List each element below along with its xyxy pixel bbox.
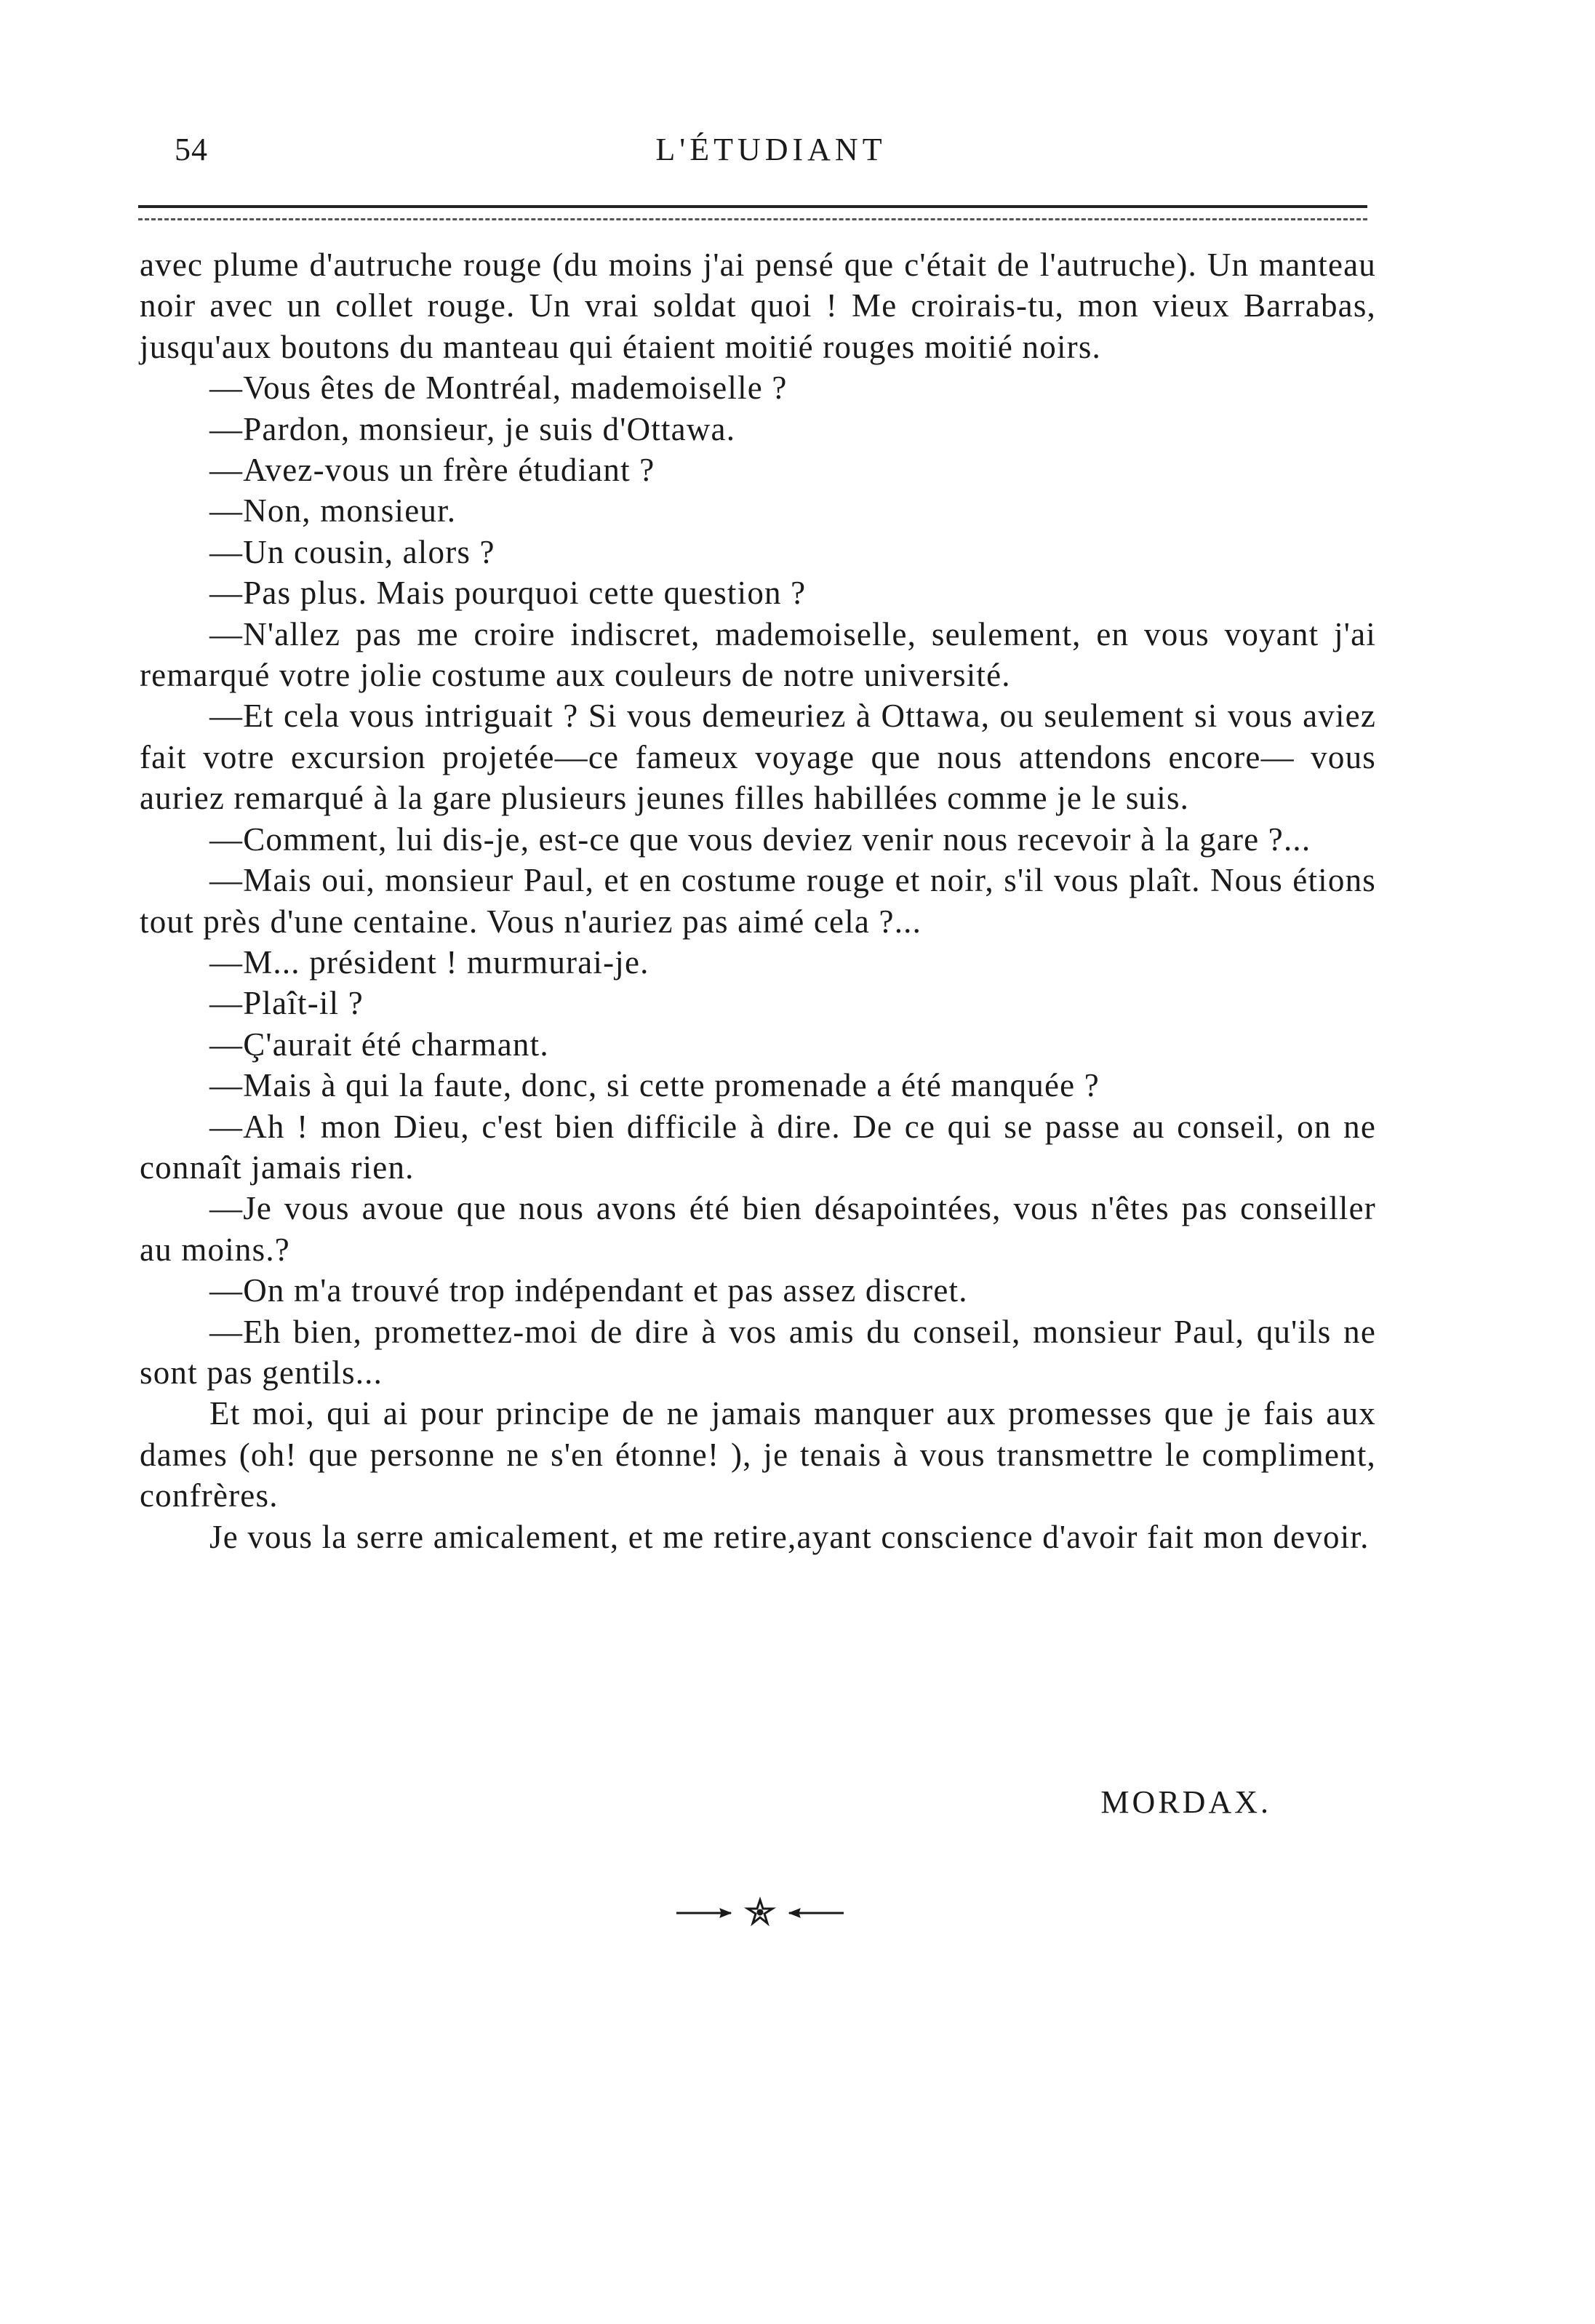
star-ornament-icon xyxy=(669,1891,851,1935)
paragraph: —Mais oui, monsieur Paul, et en costume rouge et noir, s'il vous plaît. Nous étions tout près d'une centaine. Vous n'auriez pas aimé cela ?... xyxy=(140,862,1376,940)
paragraph: —Avez-vous un frère étudiant ? xyxy=(209,452,655,489)
article-body xyxy=(140,244,1376,1557)
paragraph: —Pardon, monsieur, je suis d'Ottawa. xyxy=(209,410,736,447)
header-rule xyxy=(138,205,1367,208)
paragraph: Je vous la serre amicalement, et me retire,ayant conscience d'avoir fait mon devoir. xyxy=(209,1518,1370,1555)
paragraph: —Non, monsieur. xyxy=(209,492,457,530)
page-number: 54 xyxy=(175,132,208,167)
paragraph: —N'allez pas me croire indiscret, mademoiselle, seulement, en vous voyant j'ai remarqué votre jolie costume aux couleurs de notre université. xyxy=(140,615,1376,694)
paragraph: —Un cousin, alors ? xyxy=(209,533,495,570)
paragraph: —Pas plus. Mais pourquoi cette question ? xyxy=(209,575,807,612)
paragraph: —Plaît-il ? xyxy=(209,985,364,1022)
paragraph: —Je vous avoue que nous avons été bien désapointées, vous n'êtes pas conseiller au moins.? xyxy=(140,1190,1376,1268)
paragraph: —Ah ! mon Dieu, c'est bien difficile à dire. De ce qui se passe au conseil, on ne connaît jamais rien. xyxy=(140,1108,1376,1186)
paragraph: —Mais à qui la faute, donc, si cette promenade a été manquée ? xyxy=(209,1067,1100,1104)
author-signature: MORDAX. xyxy=(1100,1784,1271,1820)
paragraph: —Eh bien, promettez-moi de dire à vos amis du conseil, monsieur Paul, qu'ils ne sont pas gentils... xyxy=(140,1313,1376,1391)
paragraph: —M... président ! murmurai-je. xyxy=(209,943,649,981)
paragraph: —Comment, lui dis-je, est-ce que vous deviez venir nous recevoir à la gare ?... xyxy=(209,820,1311,858)
running-title: L'ÉTUDIANT xyxy=(655,132,887,167)
paragraph: —Vous êtes de Montréal, mademoiselle ? xyxy=(209,370,788,407)
header-rule-dashed xyxy=(138,218,1367,220)
paragraph: —On m'a trouvé trop indépendant et pas assez discret. xyxy=(209,1272,968,1309)
paragraph: —Et cela vous intriguait ? Si vous demeuriez à Ottawa, ou seulement si vous aviez fait votre excursion projetée—ce fameux voyage que nous attendons encore— vous auriez remarqué à la gare plusieurs jeunes filles habillées comme je le suis. xyxy=(140,698,1376,817)
paragraph: avec plume d'autruche rouge (du moins j'ai pensé que c'était de l'autruche). Un manteau noir avec un collet rouge. Un vrai soldat quoi ! Me croirais-tu, mon vieux Barrabas, jusqu'aux boutons du manteau qui étaient moitié rouges moitié noirs. xyxy=(140,247,1376,365)
paragraph: Et moi, qui ai pour principe de ne jamais manquer aux promesses que je fais aux dames (oh! que personne ne s'en étonne! ), je tenais à vous transmettre le compliment, confrères. xyxy=(140,1395,1376,1514)
paragraph: —Ç'aurait été charmant. xyxy=(209,1026,549,1063)
page-header xyxy=(175,131,1367,189)
